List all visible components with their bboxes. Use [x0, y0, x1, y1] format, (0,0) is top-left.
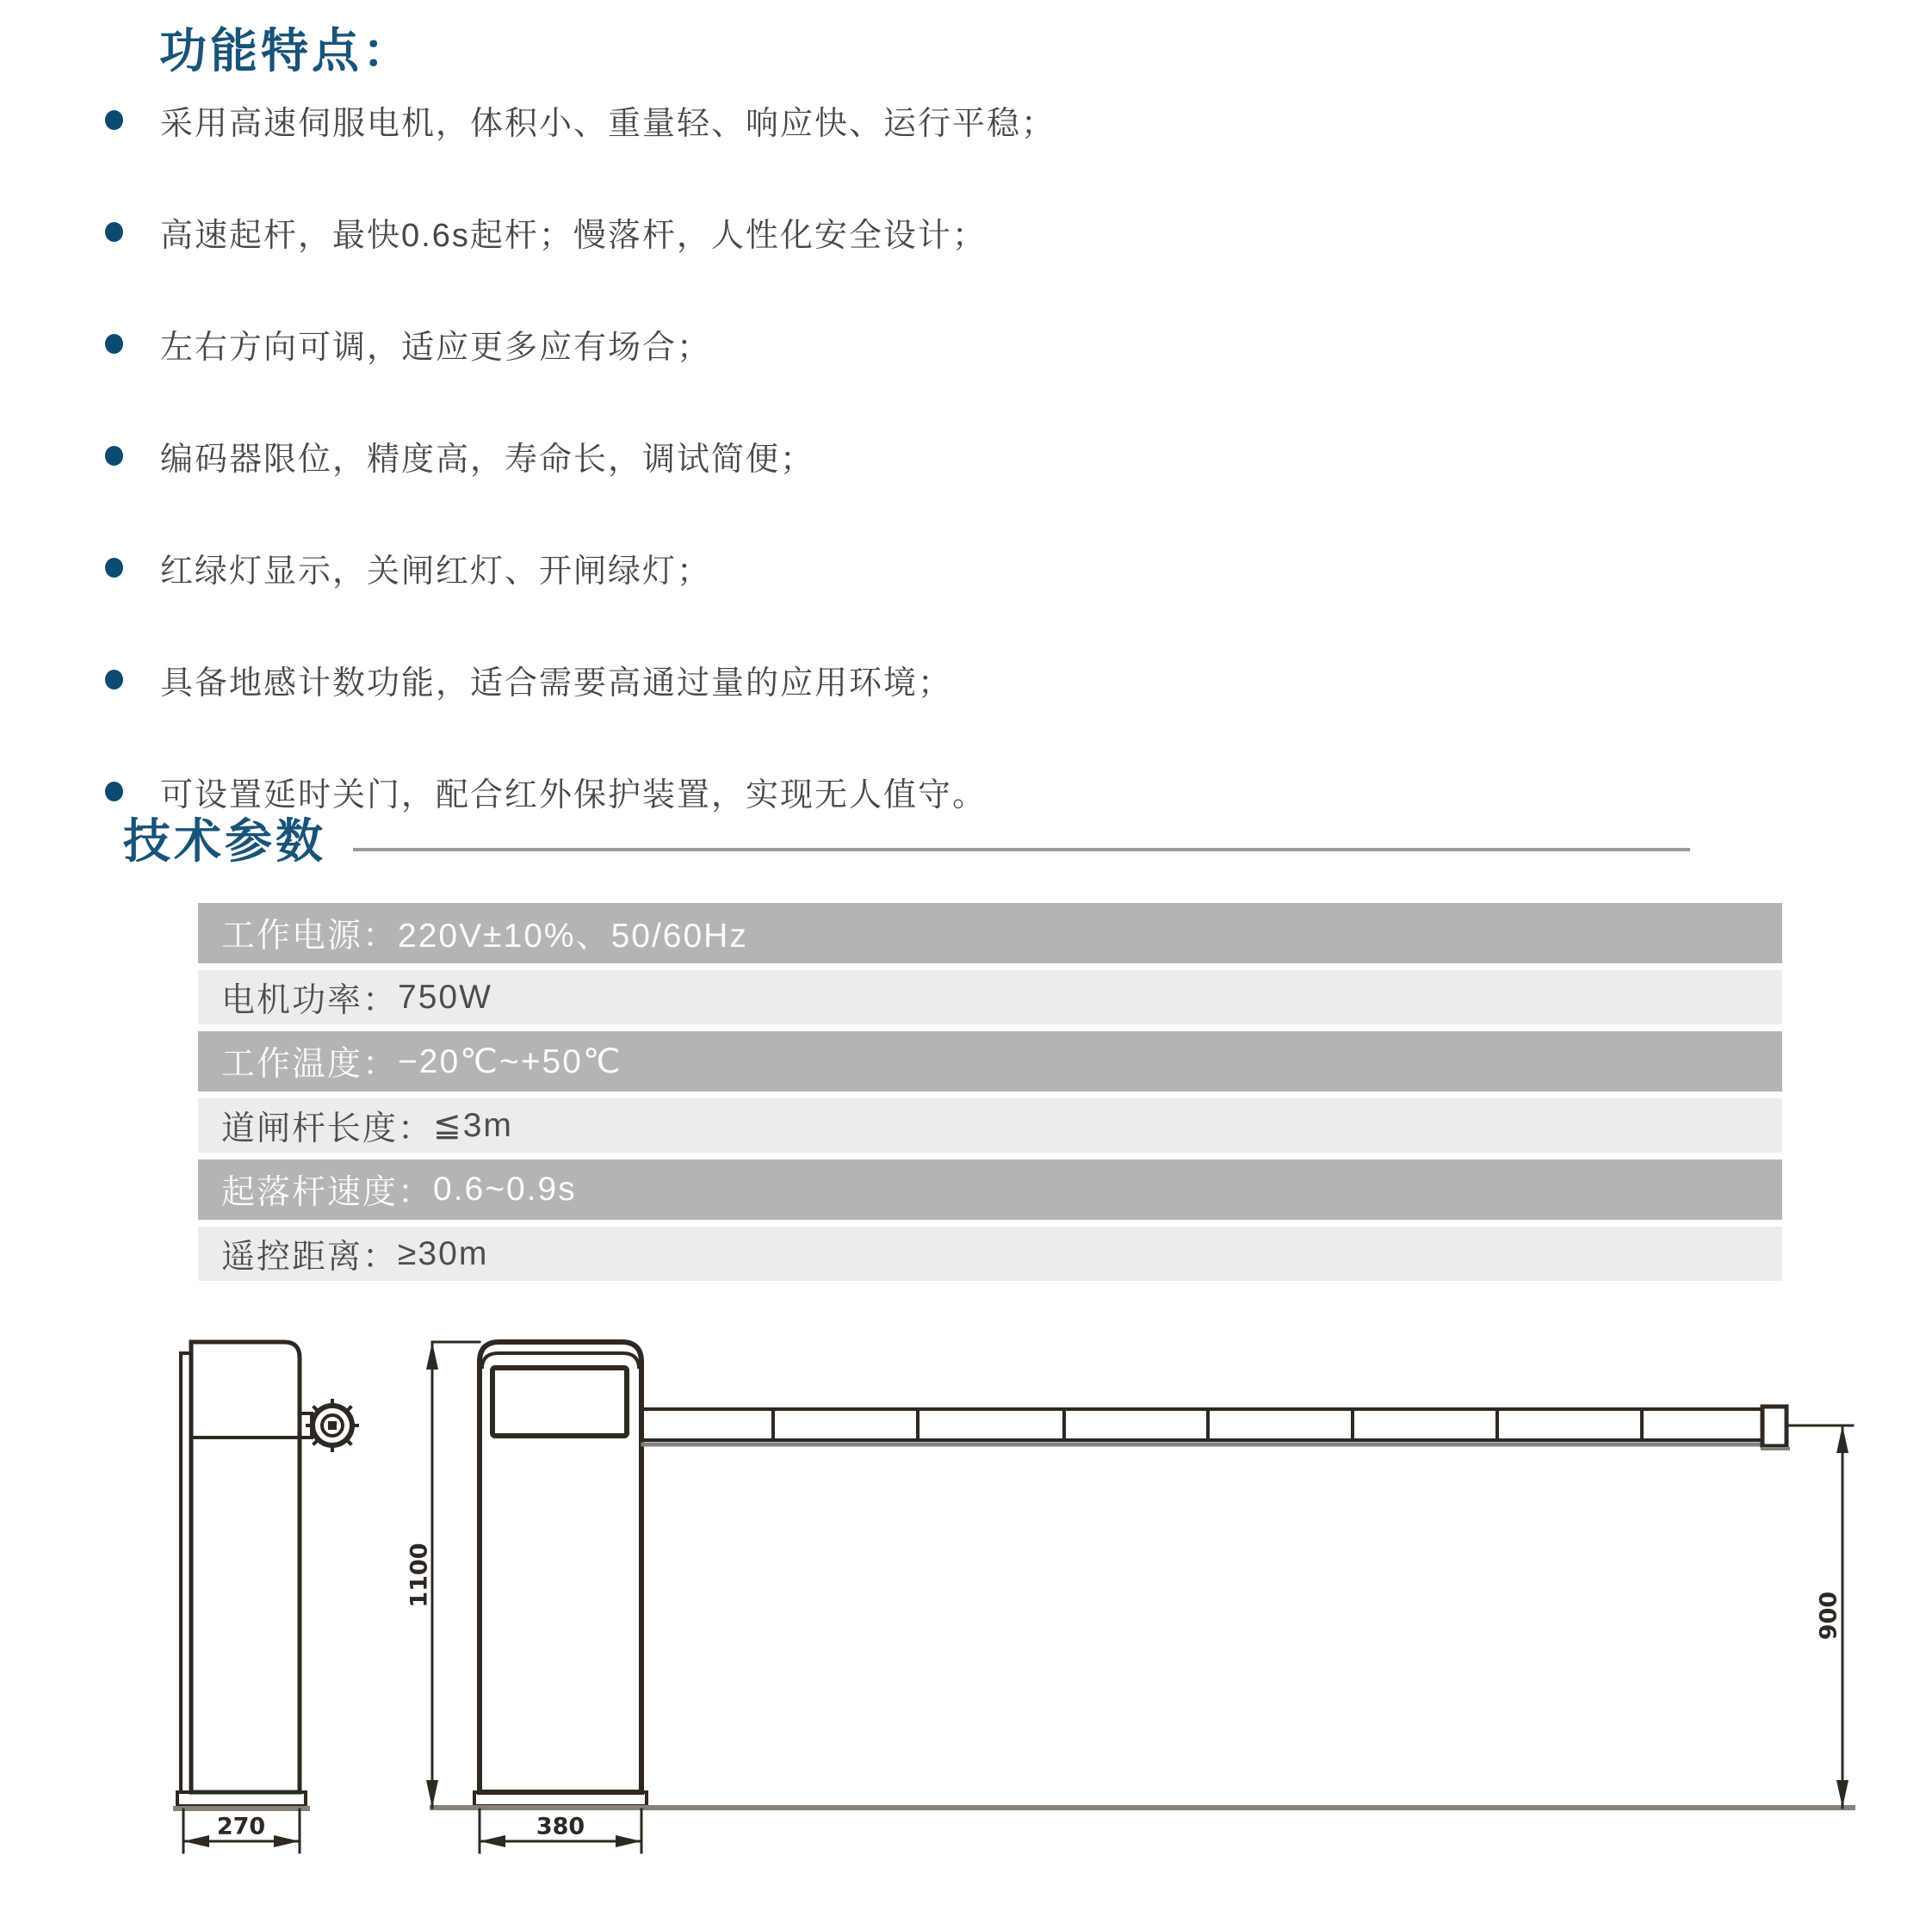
cabinet-front-view	[474, 1342, 647, 1806]
list-item	[105, 511, 1827, 623]
feature-text: 高速起杆，最快0.6s起杆；慢落杆，人性化安全设计；	[160, 217, 987, 254]
spec-separator: ：	[362, 1238, 399, 1276]
dim-label-270: 270	[216, 1813, 266, 1840]
spec-value: −20℃~+50℃	[398, 1042, 622, 1080]
list-item	[105, 623, 1827, 735]
feature-text: 编码器限位，精度高，寿命长，调试简便；	[160, 441, 815, 478]
table-row	[198, 903, 1782, 963]
dimension-270	[183, 1809, 300, 1852]
feature-text: 红绿灯显示，关闸红灯、开闸绿灯；	[160, 553, 712, 590]
bullet-icon	[105, 446, 123, 466]
bullet-icon	[105, 670, 123, 690]
spec-label: 电机功率	[221, 981, 363, 1019]
display-panel	[492, 1368, 627, 1436]
feature-text: 左右方向可调，适应更多应有场合；	[160, 329, 712, 366]
feature-list	[105, 64, 1827, 847]
list-item	[105, 176, 1827, 288]
list-item	[105, 399, 1827, 511]
dimension-900	[1788, 1425, 1853, 1808]
arm-segment-dividers	[773, 1409, 1642, 1440]
spec-value: ≥30m	[398, 1234, 489, 1272]
feature-text: 具备地感计数功能，适合需要高通过量的应用环境；	[160, 665, 953, 702]
spec-value: 0.6~0.9s	[433, 1171, 577, 1208]
spec-label: 起落杆速度	[221, 1174, 399, 1211]
shaft-knob-icon	[300, 1401, 357, 1450]
spec-separator: ：	[362, 918, 399, 955]
spec-value: 220V±10%、50/60Hz	[398, 918, 748, 955]
barrier-arm	[641, 1407, 1788, 1449]
dim-label-1100: 1100	[406, 1543, 433, 1608]
spec-label: 道闸杆长度	[221, 1110, 399, 1147]
table-row	[198, 1031, 1782, 1091]
section-divider-line	[353, 848, 1690, 851]
spec-value: 750W	[398, 978, 492, 1016]
list-item	[105, 735, 1827, 847]
technical-drawing	[0, 1317, 1932, 1917]
spec-label: 遥控距离	[221, 1238, 363, 1276]
bullet-icon	[105, 110, 123, 130]
dimension-1100	[406, 1342, 480, 1808]
specs-title: 技术参数	[123, 814, 327, 868]
feature-text: 可设置延时关门，配合红外保护装置，实现无人值守。	[160, 776, 988, 813]
bullet-icon	[105, 558, 123, 578]
cabinet-side-view	[176, 1342, 357, 1809]
dimension-380	[480, 1809, 641, 1852]
list-item	[105, 64, 1827, 176]
spec-separator: ：	[362, 981, 399, 1019]
dim-label-380: 380	[536, 1813, 585, 1840]
spec-separator: ：	[362, 1046, 399, 1083]
spec-label: 工作电源	[221, 918, 363, 955]
spec-separator: ：	[398, 1110, 434, 1147]
table-row	[198, 1227, 1782, 1281]
spec-value: ≦3m	[433, 1107, 513, 1144]
table-row	[198, 970, 1782, 1024]
table-row	[198, 1098, 1782, 1153]
arm-end-cap	[1762, 1407, 1786, 1446]
list-item	[105, 288, 1827, 399]
spec-separator: ：	[398, 1174, 434, 1211]
table-row	[198, 1159, 1782, 1220]
dim-label-900: 900	[1815, 1591, 1842, 1641]
features-title: 功能特点：	[159, 24, 414, 77]
spec-table	[198, 903, 1782, 1288]
feature-text: 采用高速伺服电机，体积小、重量轻、响应快、运行平稳；	[160, 105, 1056, 142]
bullet-icon	[105, 334, 123, 354]
spec-label: 工作温度	[221, 1046, 363, 1083]
bullet-icon	[105, 222, 123, 242]
bullet-icon	[105, 782, 123, 801]
